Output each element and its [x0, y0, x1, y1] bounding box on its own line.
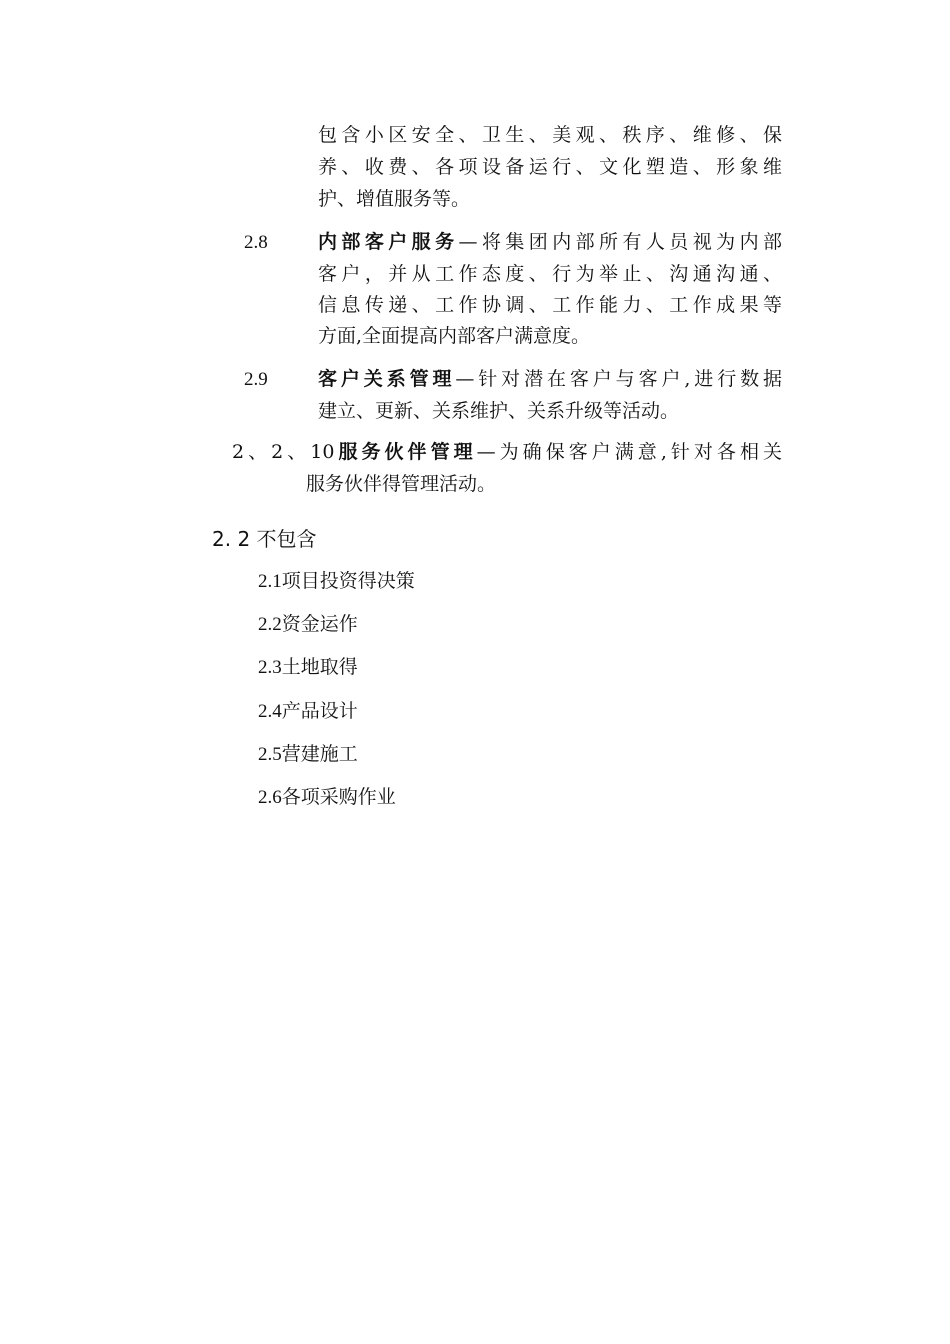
- section-2-2-heading: 2. 2 不包含: [212, 527, 317, 551]
- item-2-10-line-2: 服务伙伴得管理活动。: [306, 473, 497, 495]
- list-item: [258, 652, 358, 683]
- item-2-8-title: 内部客户服务: [318, 231, 459, 253]
- list-item: [258, 696, 358, 727]
- item-2-9-title: 客户关系管理: [318, 368, 456, 390]
- item-2-8-line-1-rest: —将集团内部所有人员视为内部: [458, 231, 782, 253]
- list-item-number: 2.1: [258, 571, 282, 592]
- list-item-label: 营建施工: [281, 743, 358, 765]
- list-item: [258, 782, 396, 813]
- list-item: [258, 566, 415, 597]
- item-2-8-line-2: 客户，并从工作态度、行为举止、沟通沟通、: [318, 263, 782, 285]
- list-item-number: 2.3: [258, 657, 282, 678]
- list-item-label: 资金运作: [281, 613, 358, 635]
- list-item-label: 产品设计: [281, 700, 358, 722]
- list-item: [258, 739, 358, 770]
- item-2-9-line-1-rest: —针对潜在客户与客户,进行数据: [455, 368, 782, 390]
- list-item-label: 各项采购作业: [281, 786, 396, 808]
- item-2-10-line-1-rest: —为确保客户满意,针对各相关: [476, 441, 782, 463]
- item-2-10-line-1: [232, 437, 782, 468]
- item-2-10-number: 2、2、10: [232, 441, 335, 463]
- list-item-number: 2.5: [258, 744, 282, 765]
- item-2-9-line-2: 建立、更新、关系维护、关系升级等活动。: [318, 400, 680, 422]
- list-item: [258, 609, 358, 640]
- list-item-label: 土地取得: [281, 656, 358, 678]
- list-item-label: 项目投资得决策: [281, 570, 415, 592]
- list-item-number: 2.4: [258, 701, 282, 722]
- list-item-number: 2.6: [258, 787, 282, 808]
- continuation-line-1: 包含小区安全、卫生、美观、秩序、维修、保: [318, 124, 782, 146]
- item-2-10-title: 服务伙伴管理: [334, 441, 477, 463]
- item-2-9-line-1: [318, 364, 782, 395]
- item-2-9-number: 2.9: [244, 369, 268, 390]
- continuation-line-3: 护、增值服务等。: [318, 188, 471, 210]
- item-2-8-line-1: [318, 227, 782, 258]
- item-2-8-line-4: 方面,全面提高内部客户满意度。: [318, 325, 591, 347]
- item-2-8-number: 2.8: [244, 232, 268, 253]
- item-2-8-line-3: 信息传递、工作协调、工作能力、工作成果等: [318, 294, 782, 316]
- list-item-number: 2.2: [258, 614, 282, 635]
- continuation-line-2: 养、收费、各项设备运行、文化塑造、形象维: [318, 156, 782, 178]
